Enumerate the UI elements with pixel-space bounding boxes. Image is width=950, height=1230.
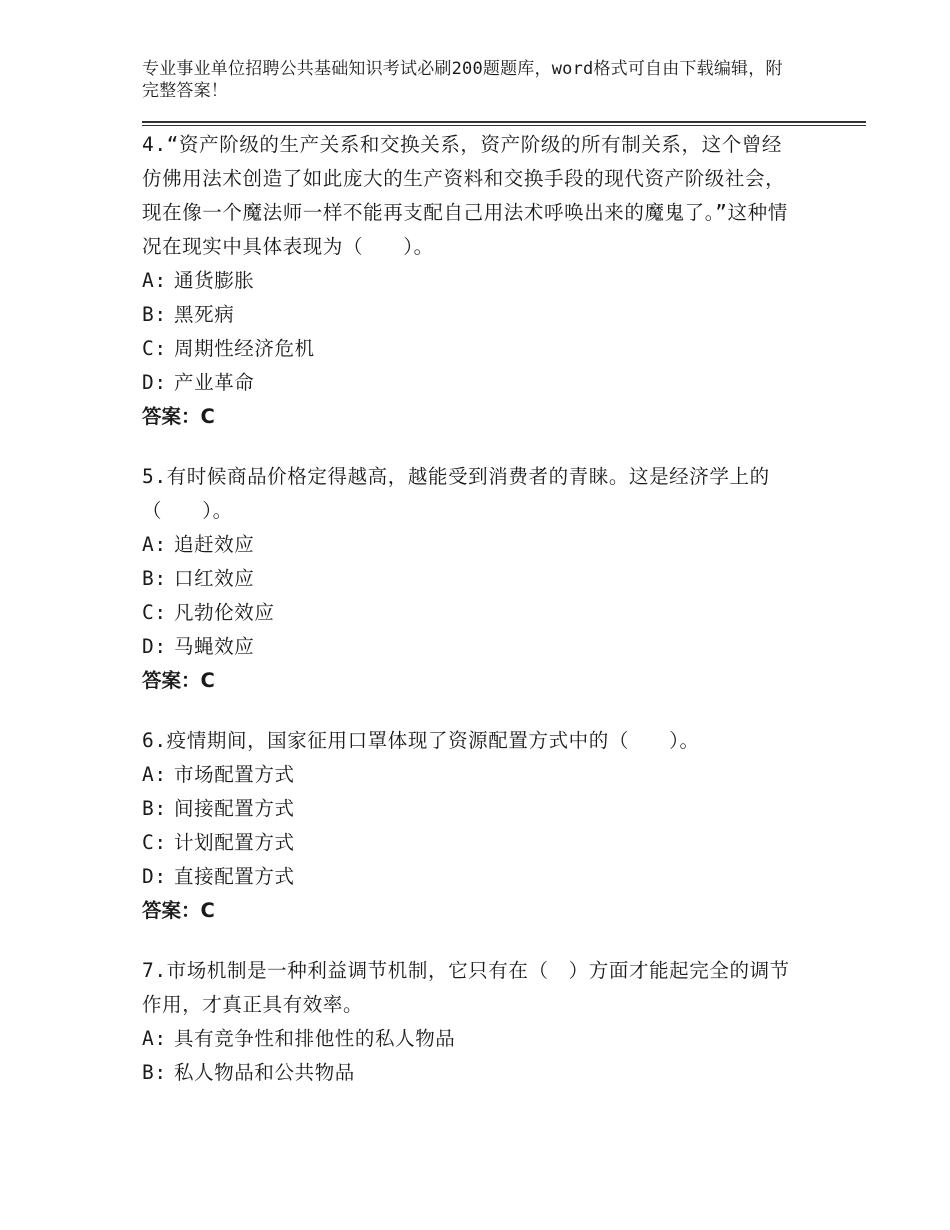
- question-block: [142, 954, 802, 1090]
- answer-option: [142, 826, 802, 860]
- option-key: A:: [142, 269, 167, 292]
- answer-option: [142, 1056, 802, 1090]
- option-key: D:: [142, 371, 167, 394]
- option-text: 追赶效应: [174, 533, 255, 556]
- answer-option: [142, 298, 802, 332]
- option-text: 具有竞争性和排他性的私人物品: [174, 1027, 456, 1050]
- option-key: A:: [142, 533, 167, 556]
- answer-option: [142, 366, 802, 400]
- option-text: 马蝇效应: [174, 635, 255, 658]
- header-divider-thin: [142, 125, 866, 126]
- header-divider: [142, 121, 866, 123]
- answer-option: [142, 596, 802, 630]
- answer-line: 答案：C: [142, 405, 215, 428]
- option-text: 通货膨胀: [174, 269, 255, 292]
- option-text: 计划配置方式: [174, 831, 295, 854]
- document-header: 专业事业单位招聘公共基础知识考试必刷200题题库，word格式可自由下载编辑，附完整答案！: [142, 59, 783, 101]
- option-key: C:: [142, 831, 167, 854]
- option-key: D:: [142, 865, 167, 888]
- option-key: B:: [142, 797, 167, 820]
- answer-option: [142, 758, 802, 792]
- option-text: 市场配置方式: [174, 763, 295, 786]
- option-key: B:: [142, 1061, 167, 1084]
- option-key: A:: [142, 1027, 167, 1050]
- answer-option: [142, 860, 802, 894]
- question-stem: 4.“资产阶级的生产关系和交换关系，资产阶级的所有制关系，这个曾经仿佛用法术创造了如此庞大的生产资料和交换手段的现代资产阶级社会，现在像一个魔法师一样不能再支配自己用法术呼唤出来的魔鬼了。”这种情况在现实中具体表现为（ ）。: [142, 133, 788, 258]
- question-stem: 7.市场机制是一种利益调节机制，它只有在（ ）方面才能起完全的调节作用，才真正具有效率。: [142, 959, 790, 1016]
- option-key: B:: [142, 567, 167, 590]
- option-text: 间接配置方式: [174, 797, 295, 820]
- option-text: 黑死病: [174, 303, 235, 326]
- option-key: B:: [142, 303, 167, 326]
- option-text: 产业革命: [174, 371, 255, 394]
- option-text: 周期性经济危机: [174, 337, 315, 360]
- answer-option: [142, 562, 802, 596]
- option-key: A:: [142, 763, 167, 786]
- answer-option: [142, 792, 802, 826]
- answer-option: [142, 264, 802, 298]
- option-text: 私人物品和公共物品: [174, 1061, 355, 1084]
- answer-option: [142, 528, 802, 562]
- answer-option: [142, 630, 802, 664]
- option-key: C:: [142, 337, 167, 360]
- answer-option: [142, 332, 802, 366]
- question-list: [142, 128, 802, 1116]
- option-text: 凡勃伦效应: [174, 601, 275, 624]
- question-block: [142, 724, 802, 928]
- answer-option: [142, 1022, 802, 1056]
- option-key: D:: [142, 635, 167, 658]
- answer-line: 答案：C: [142, 669, 215, 692]
- question-stem: 6.疫情期间，国家征用口罩体现了资源配置方式中的（ ）。: [142, 729, 700, 752]
- option-text: 口红效应: [174, 567, 255, 590]
- option-text: 直接配置方式: [174, 865, 295, 888]
- question-block: [142, 128, 802, 434]
- answer-line: 答案：C: [142, 899, 215, 922]
- question-stem: 5.有时候商品价格定得越高，越能受到消费者的青睐。这是经济学上的（ ）。: [142, 465, 770, 522]
- option-key: C:: [142, 601, 167, 624]
- question-block: [142, 460, 802, 698]
